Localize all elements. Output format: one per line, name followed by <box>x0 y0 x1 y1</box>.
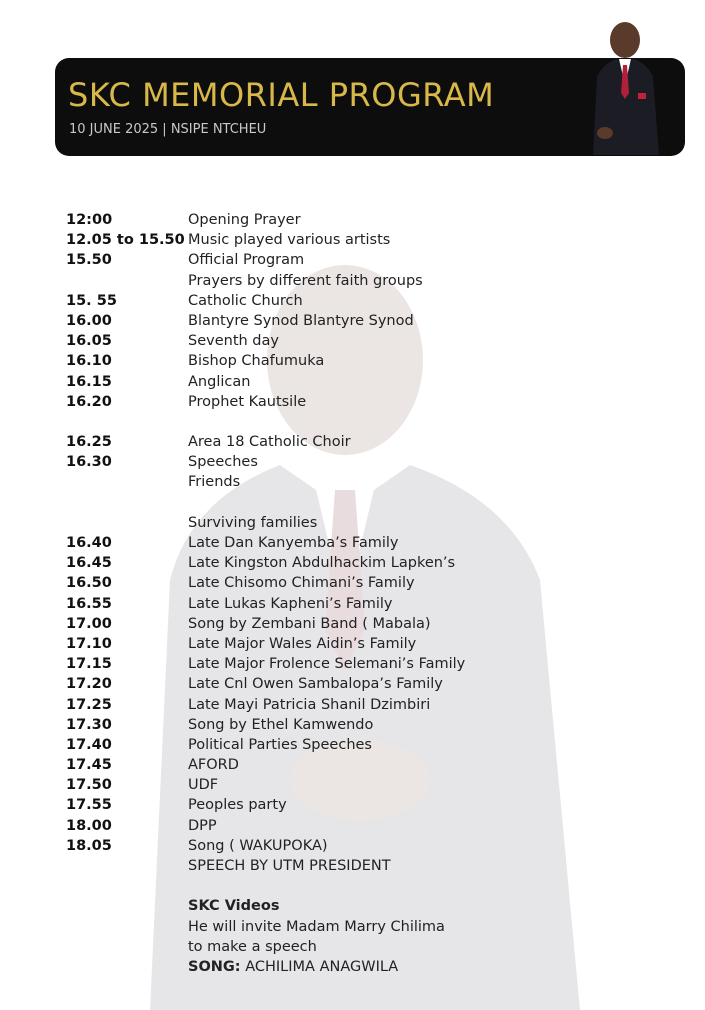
schedule-item: Late Kingston Abdulhackim Lapken’s <box>188 555 456 572</box>
schedule-item: Late Lukas Kapheni’s Family <box>188 595 393 612</box>
schedule-time: 17.15 <box>66 656 112 673</box>
schedule-row <box>66 311 686 331</box>
schedule-item: Song by Zembani Band ( Mabala) <box>188 615 431 632</box>
schedule-item: Political Parties Speeches <box>188 736 372 753</box>
schedule-row <box>66 533 686 553</box>
schedule-row <box>66 573 686 593</box>
schedule-row <box>66 614 686 634</box>
schedule-row <box>66 634 686 654</box>
schedule-row <box>66 674 686 694</box>
schedule-time <box>66 472 188 492</box>
schedule-time: 18.05 <box>66 837 112 854</box>
schedule-time: 18.00 <box>66 817 112 834</box>
schedule-item: Late Cnl Owen Sambalopa’s Family <box>188 676 443 693</box>
schedule-time: 15. 55 <box>66 292 117 309</box>
invite-line-2: to make a speech <box>188 938 317 955</box>
schedule-row <box>66 553 686 573</box>
schedule-row <box>66 695 686 715</box>
schedule-row <box>66 250 686 270</box>
schedule-row <box>66 513 686 533</box>
schedule-time: 16.45 <box>66 555 112 572</box>
schedule-time: 12.05 to 15.50 <box>66 232 185 249</box>
schedule-item: Opening Prayer <box>188 212 301 228</box>
schedule-time: 16.40 <box>66 535 112 551</box>
schedule-row <box>66 836 686 856</box>
schedule-time: 16.00 <box>66 312 112 329</box>
schedule-item: Late Major Frolence Selemani’s Family <box>188 656 466 673</box>
videos-heading: SKC Videos <box>188 898 280 915</box>
schedule-time <box>66 513 188 533</box>
song-title: ACHILIMA ANAGWILA <box>240 958 399 975</box>
schedule-item: Catholic Church <box>188 292 303 309</box>
schedule-item: Area 18 Catholic Choir <box>188 434 351 451</box>
schedule-item: Peoples party <box>188 797 287 814</box>
schedule-row <box>66 816 686 836</box>
schedule-time: 16.55 <box>66 595 112 612</box>
schedule-row <box>66 351 686 371</box>
schedule-item: Seventh day <box>188 333 279 350</box>
schedule-row <box>66 472 686 492</box>
schedule-row <box>66 654 686 674</box>
schedule-item: Friends <box>188 474 241 491</box>
schedule-time: 16.30 <box>66 454 112 471</box>
schedule-time: 15.50 <box>66 252 112 269</box>
program-title: SKC MEMORIAL PROGRAM <box>68 76 495 114</box>
schedule-item: AFORD <box>188 757 239 774</box>
closing-row <box>66 957 686 977</box>
schedule-row <box>66 795 686 815</box>
schedule-time: 17.50 <box>66 777 112 794</box>
schedule-item: Late Chisomo Chimani’s Family <box>188 575 415 592</box>
closing-row <box>66 917 686 937</box>
schedule-time: 16.10 <box>66 353 112 370</box>
schedule-row <box>66 432 686 452</box>
schedule-item: Song by Ethel Kamwendo <box>188 716 374 733</box>
schedule-item: Late Major Wales Aidin’s Family <box>188 635 417 652</box>
schedule-row <box>66 856 686 876</box>
schedule-time: 12:00 <box>66 212 113 228</box>
schedule-row <box>66 291 686 311</box>
song-label: SONG: <box>188 958 241 975</box>
schedule-time: 17.45 <box>66 757 112 774</box>
schedule-time: 16.20 <box>66 393 112 410</box>
schedule-item: Bishop Chafumuka <box>188 353 325 370</box>
schedule-row <box>66 230 686 250</box>
closing-row <box>66 937 686 957</box>
speaker-portrait <box>575 15 675 155</box>
schedule-gap <box>66 412 686 432</box>
schedule-row <box>66 755 686 775</box>
schedule-row <box>66 735 686 755</box>
schedule-time: 17.30 <box>66 716 112 733</box>
schedule-item: Official Program <box>188 252 305 269</box>
schedule-row <box>66 775 686 795</box>
schedule-time: 17.00 <box>66 615 112 632</box>
schedule-time: 16.15 <box>66 373 112 390</box>
schedule-row <box>66 271 686 291</box>
closing-row <box>66 896 686 916</box>
schedule-item: SPEECH BY UTM PRESIDENT <box>188 858 391 874</box>
schedule-time: 16.50 <box>66 575 112 592</box>
schedule-time: 17.25 <box>66 696 112 713</box>
schedule-item: UDF <box>188 777 219 794</box>
schedule-time: 17.55 <box>66 797 112 814</box>
schedule-item: Late Mayi Patricia Shanil Dzimbiri <box>188 696 431 713</box>
schedule-item: Surviving families <box>188 514 318 531</box>
schedule-row <box>66 392 686 412</box>
schedule-item: DPP <box>188 817 217 834</box>
schedule-row <box>66 715 686 735</box>
schedule-row <box>66 594 686 614</box>
schedule-item: Prophet Kautsile <box>188 393 307 410</box>
schedule-time <box>66 271 188 291</box>
schedule-time: 17.20 <box>66 676 112 693</box>
schedule-item: Speeches <box>188 454 258 471</box>
schedule-row <box>66 210 686 230</box>
schedule-row <box>66 331 686 351</box>
schedule-item: Blantyre Synod Blantyre Synod <box>188 312 414 329</box>
schedule-row <box>66 372 686 392</box>
schedule-row <box>66 452 686 472</box>
schedule-time: 16.25 <box>66 434 112 451</box>
invite-line-1: He will invite Madam Marry Chilima <box>188 918 445 935</box>
schedule-gap <box>66 876 686 896</box>
schedule-time: 17.10 <box>66 635 112 652</box>
schedule-gap <box>66 493 686 513</box>
schedule-item: Music played various artists <box>188 232 391 249</box>
program-schedule <box>66 210 686 977</box>
schedule-item: Prayers by different faith groups <box>188 272 423 289</box>
program-subtitle: 10 JUNE 2025 | NSIPE NTCHEU <box>69 122 267 137</box>
schedule-time <box>66 856 188 876</box>
schedule-item: Song ( WAKUPOKA) <box>188 837 328 854</box>
schedule-time: 17.40 <box>66 736 112 753</box>
schedule-item: Late Dan Kanyemba’s Family <box>188 535 399 551</box>
schedule-item: Anglican <box>188 373 251 390</box>
schedule-time: 16.05 <box>66 333 112 350</box>
